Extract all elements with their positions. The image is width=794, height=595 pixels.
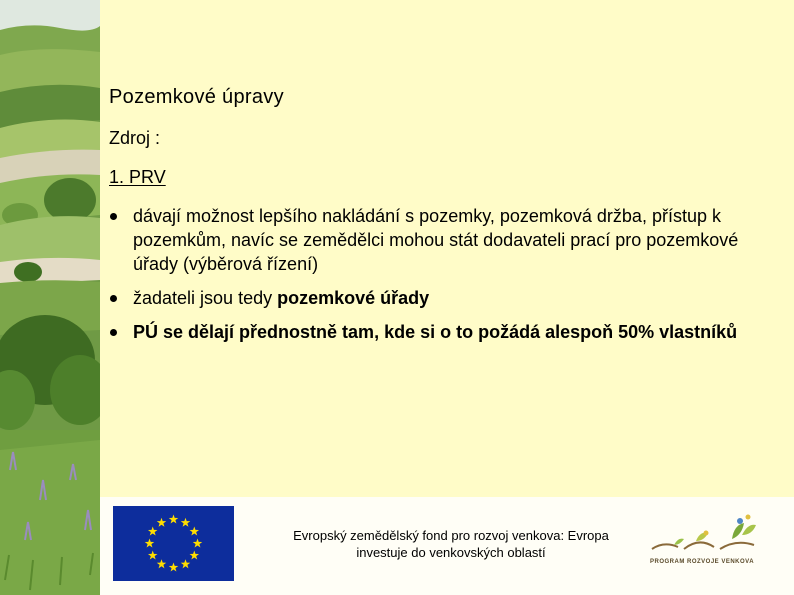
footer-text-line: Evropský zemědělský fond pro rozvoj venkova: Evropa (293, 528, 609, 543)
bullet-item (110, 204, 750, 276)
bullet-item (110, 320, 750, 344)
landscape-photo (0, 0, 100, 595)
eu-star-icon (169, 515, 179, 524)
eu-flag-icon (113, 506, 234, 581)
eu-star-icon (190, 527, 200, 536)
eu-star-icon (193, 539, 203, 548)
eu-star-icon (169, 563, 179, 572)
eu-star-icon (157, 559, 167, 568)
eu-star-icon (190, 551, 200, 560)
eu-star-icon (148, 527, 158, 536)
footer-text (263, 527, 639, 561)
eu-star-icon (145, 539, 155, 548)
program-logo (644, 511, 768, 573)
eu-star-icon (181, 518, 191, 527)
source-label: Zdroj : (109, 128, 161, 148)
footer-text-line: investuje do venkovských oblastí (356, 545, 546, 560)
eu-star-icon (148, 551, 158, 560)
program-logo-text: PROGRAM ROZVOJE VENKOVA (650, 559, 755, 565)
bullet-text-bold: pozemkové úřady (277, 288, 430, 308)
content-panel (100, 0, 794, 497)
bullet-icon (110, 213, 117, 220)
bullet-icon (110, 329, 117, 336)
bullet-text: dávají možnost lepšího nakládání s pozemky, pozemková držba, přístup k pozemkům, navíc se zemědělci mohou stát dodavateli prací pro pozemkové úřady (výběrová řízení) (133, 206, 739, 274)
bullet-list (110, 204, 750, 354)
eu-star-icon (157, 518, 167, 527)
bullet-item (110, 286, 750, 310)
bullet-text: žadateli jsou tedy (133, 288, 278, 308)
bullet-text-bold: PÚ se dělají přednostně tam, kde si o to požádá alespoň 50% vlastníků (133, 322, 738, 342)
eu-star-icon (181, 559, 191, 568)
section-heading: 1. PRV (109, 167, 166, 187)
bullet-icon (110, 295, 117, 302)
footer (100, 497, 794, 595)
slide-title: Pozemkové úpravy (109, 86, 284, 108)
